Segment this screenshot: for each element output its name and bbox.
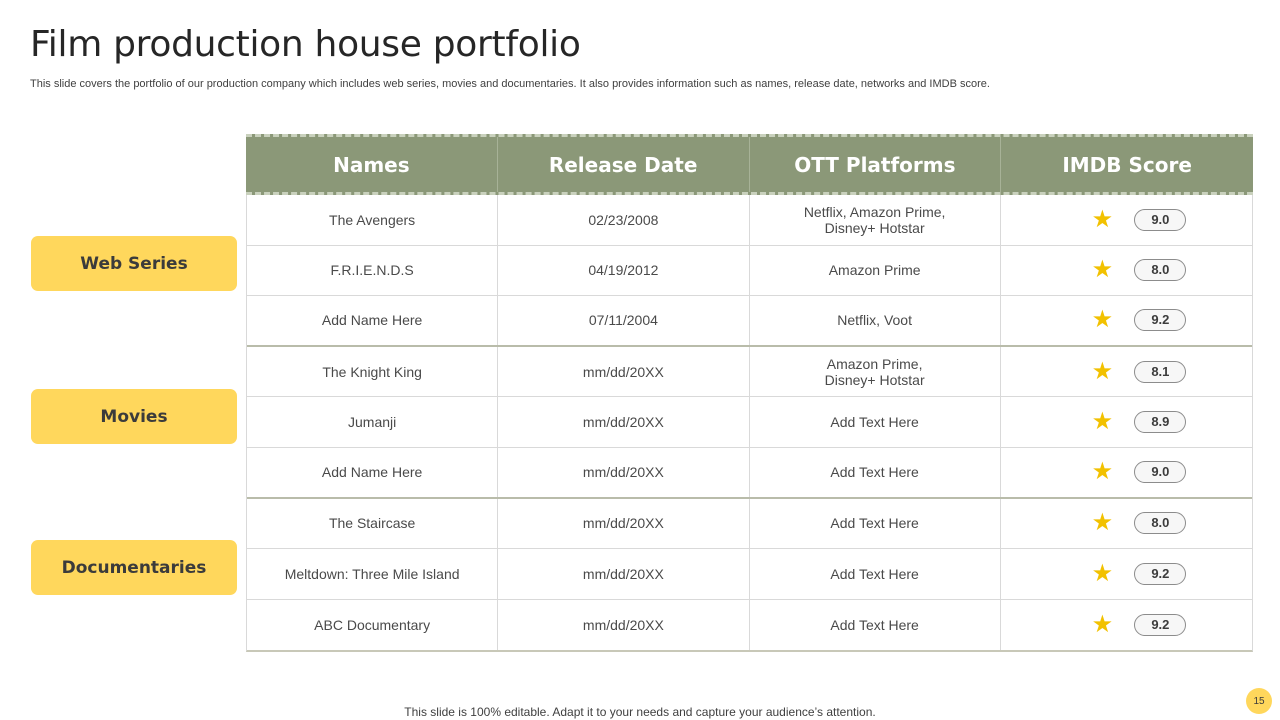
score-badge: 8.1	[1134, 361, 1186, 383]
cell-imdb-score	[1001, 246, 1252, 296]
cell-name	[247, 397, 498, 447]
cell-ott-platform-text: Amazon Prime	[828, 262, 921, 279]
cell-ott-platform-text: Netflix, Voot	[837, 312, 912, 329]
star-icon: ★	[1091, 205, 1114, 233]
cell-release-date	[498, 347, 749, 397]
cell-release-date-text: 04/19/2012	[588, 262, 659, 279]
cell-name	[247, 499, 498, 549]
cell-ott-platform	[750, 296, 1001, 345]
cell-release-date	[498, 195, 749, 245]
cell-imdb-score	[1001, 296, 1252, 345]
cell-ott-platform-text: Add Text Here	[830, 515, 919, 532]
star-icon: ★	[1091, 256, 1114, 284]
star-icon: ★	[1091, 408, 1114, 436]
cell-release-date-text: mm/dd/20XX	[582, 617, 664, 634]
table-header	[246, 134, 1253, 195]
table-row	[247, 448, 1252, 499]
cell-ott-platform	[750, 246, 1001, 296]
star-icon: ★	[1091, 559, 1114, 587]
table-body	[246, 195, 1253, 652]
cell-ott-platform-text: Amazon Prime, Disney+ Hotstar	[824, 355, 925, 388]
cell-ott-platform-text: Netflix, Amazon Prime, Disney+ Hotstar	[803, 203, 946, 236]
cell-name	[247, 600, 498, 651]
cell-ott-platform	[750, 397, 1001, 447]
table-row	[247, 246, 1252, 297]
cell-name-text: Add Name Here	[321, 464, 423, 481]
cell-name-text: Meltdown: Three Mile Island	[284, 565, 460, 582]
cell-name-text: Jumanji	[348, 414, 397, 431]
table-row	[247, 499, 1252, 550]
cell-imdb-score	[1001, 448, 1252, 497]
score-badge: 9.2	[1134, 614, 1186, 636]
cell-name-text: Add Name Here	[321, 312, 423, 329]
score-badge: 8.0	[1134, 512, 1186, 534]
cell-imdb-score	[1001, 195, 1252, 245]
score-badge: 8.0	[1134, 259, 1186, 281]
table-row	[247, 347, 1252, 398]
cell-release-date-text: mm/dd/20XX	[582, 363, 664, 380]
table-row	[247, 397, 1252, 448]
cell-ott-platform	[750, 499, 1001, 549]
cell-name	[247, 246, 498, 296]
header-ott-platforms: OTT Platforms	[750, 137, 1002, 192]
slide-footer: This slide is 100% editable. Adapt it to your needs and capture your audience’s attention.	[404, 705, 876, 719]
score-badge: 8.9	[1134, 411, 1186, 433]
category-web-series: Web Series	[31, 236, 237, 291]
star-icon: ★	[1091, 357, 1114, 385]
cell-name-text: ABC Documentary	[314, 617, 431, 634]
cell-release-date-text: 02/23/2008	[588, 211, 659, 228]
cell-release-date	[498, 499, 749, 549]
cell-imdb-score	[1001, 549, 1252, 599]
table-row	[247, 600, 1252, 651]
cell-name-text: The Staircase	[328, 515, 416, 532]
score-badge: 9.2	[1134, 309, 1186, 331]
slide-title: Film production house portfolio	[30, 24, 581, 65]
cell-release-date-text: 07/11/2004	[588, 312, 658, 329]
cell-name	[247, 448, 498, 497]
cell-ott-platform	[750, 195, 1001, 245]
cell-release-date	[498, 600, 749, 651]
cell-name	[247, 296, 498, 345]
cell-release-date	[498, 397, 749, 447]
score-badge: 9.0	[1134, 461, 1186, 483]
cell-release-date-text: mm/dd/20XX	[582, 414, 664, 431]
cell-ott-platform	[750, 600, 1001, 651]
header-names: Names	[246, 137, 498, 192]
cell-imdb-score	[1001, 347, 1252, 397]
cell-ott-platform	[750, 549, 1001, 599]
portfolio-table	[246, 134, 1253, 652]
cell-ott-platform-text: Add Text Here	[830, 464, 919, 481]
cell-release-date	[498, 448, 749, 497]
star-icon: ★	[1091, 306, 1114, 334]
page-number: 15	[1246, 688, 1272, 714]
cell-name	[247, 347, 498, 397]
table-row	[247, 195, 1252, 246]
table-row	[247, 549, 1252, 600]
cell-release-date	[498, 549, 749, 599]
cell-name	[247, 549, 498, 599]
cell-imdb-score	[1001, 397, 1252, 447]
cell-name-text: The Knight King	[322, 363, 422, 380]
table-row	[247, 296, 1252, 347]
cell-ott-platform-text: Add Text Here	[830, 617, 919, 634]
cell-imdb-score	[1001, 600, 1252, 651]
cell-release-date-text: mm/dd/20XX	[582, 515, 664, 532]
star-icon: ★	[1091, 611, 1114, 639]
slide-subtitle: This slide covers the portfolio of our production company which includes web series, movies and documentaries. It also provides information such as names, release date, networks and IMDB score.	[30, 78, 990, 90]
cell-ott-platform	[750, 347, 1001, 397]
header-release-date: Release Date	[498, 137, 750, 192]
cell-release-date	[498, 246, 749, 296]
cell-release-date	[498, 296, 749, 345]
cell-ott-platform	[750, 448, 1001, 497]
header-imdb-score: IMDB Score	[1062, 152, 1192, 177]
score-badge: 9.2	[1134, 563, 1186, 585]
category-movies: Movies	[31, 389, 237, 444]
cell-ott-platform-text: Add Text Here	[830, 565, 919, 582]
cell-imdb-score	[1001, 499, 1252, 549]
score-badge: 9.0	[1134, 209, 1186, 231]
cell-release-date-text: mm/dd/20XX	[582, 464, 664, 481]
star-icon: ★	[1091, 509, 1114, 537]
star-icon: ★	[1091, 458, 1114, 486]
cell-name-text: The Avengers	[329, 211, 416, 228]
cell-name-text: F.R.I.E.N.D.S	[330, 262, 414, 279]
cell-ott-platform-text: Add Text Here	[830, 414, 919, 431]
cell-release-date-text: mm/dd/20XX	[582, 565, 664, 582]
cell-name	[247, 195, 498, 245]
category-documentaries: Documentaries	[31, 540, 237, 595]
